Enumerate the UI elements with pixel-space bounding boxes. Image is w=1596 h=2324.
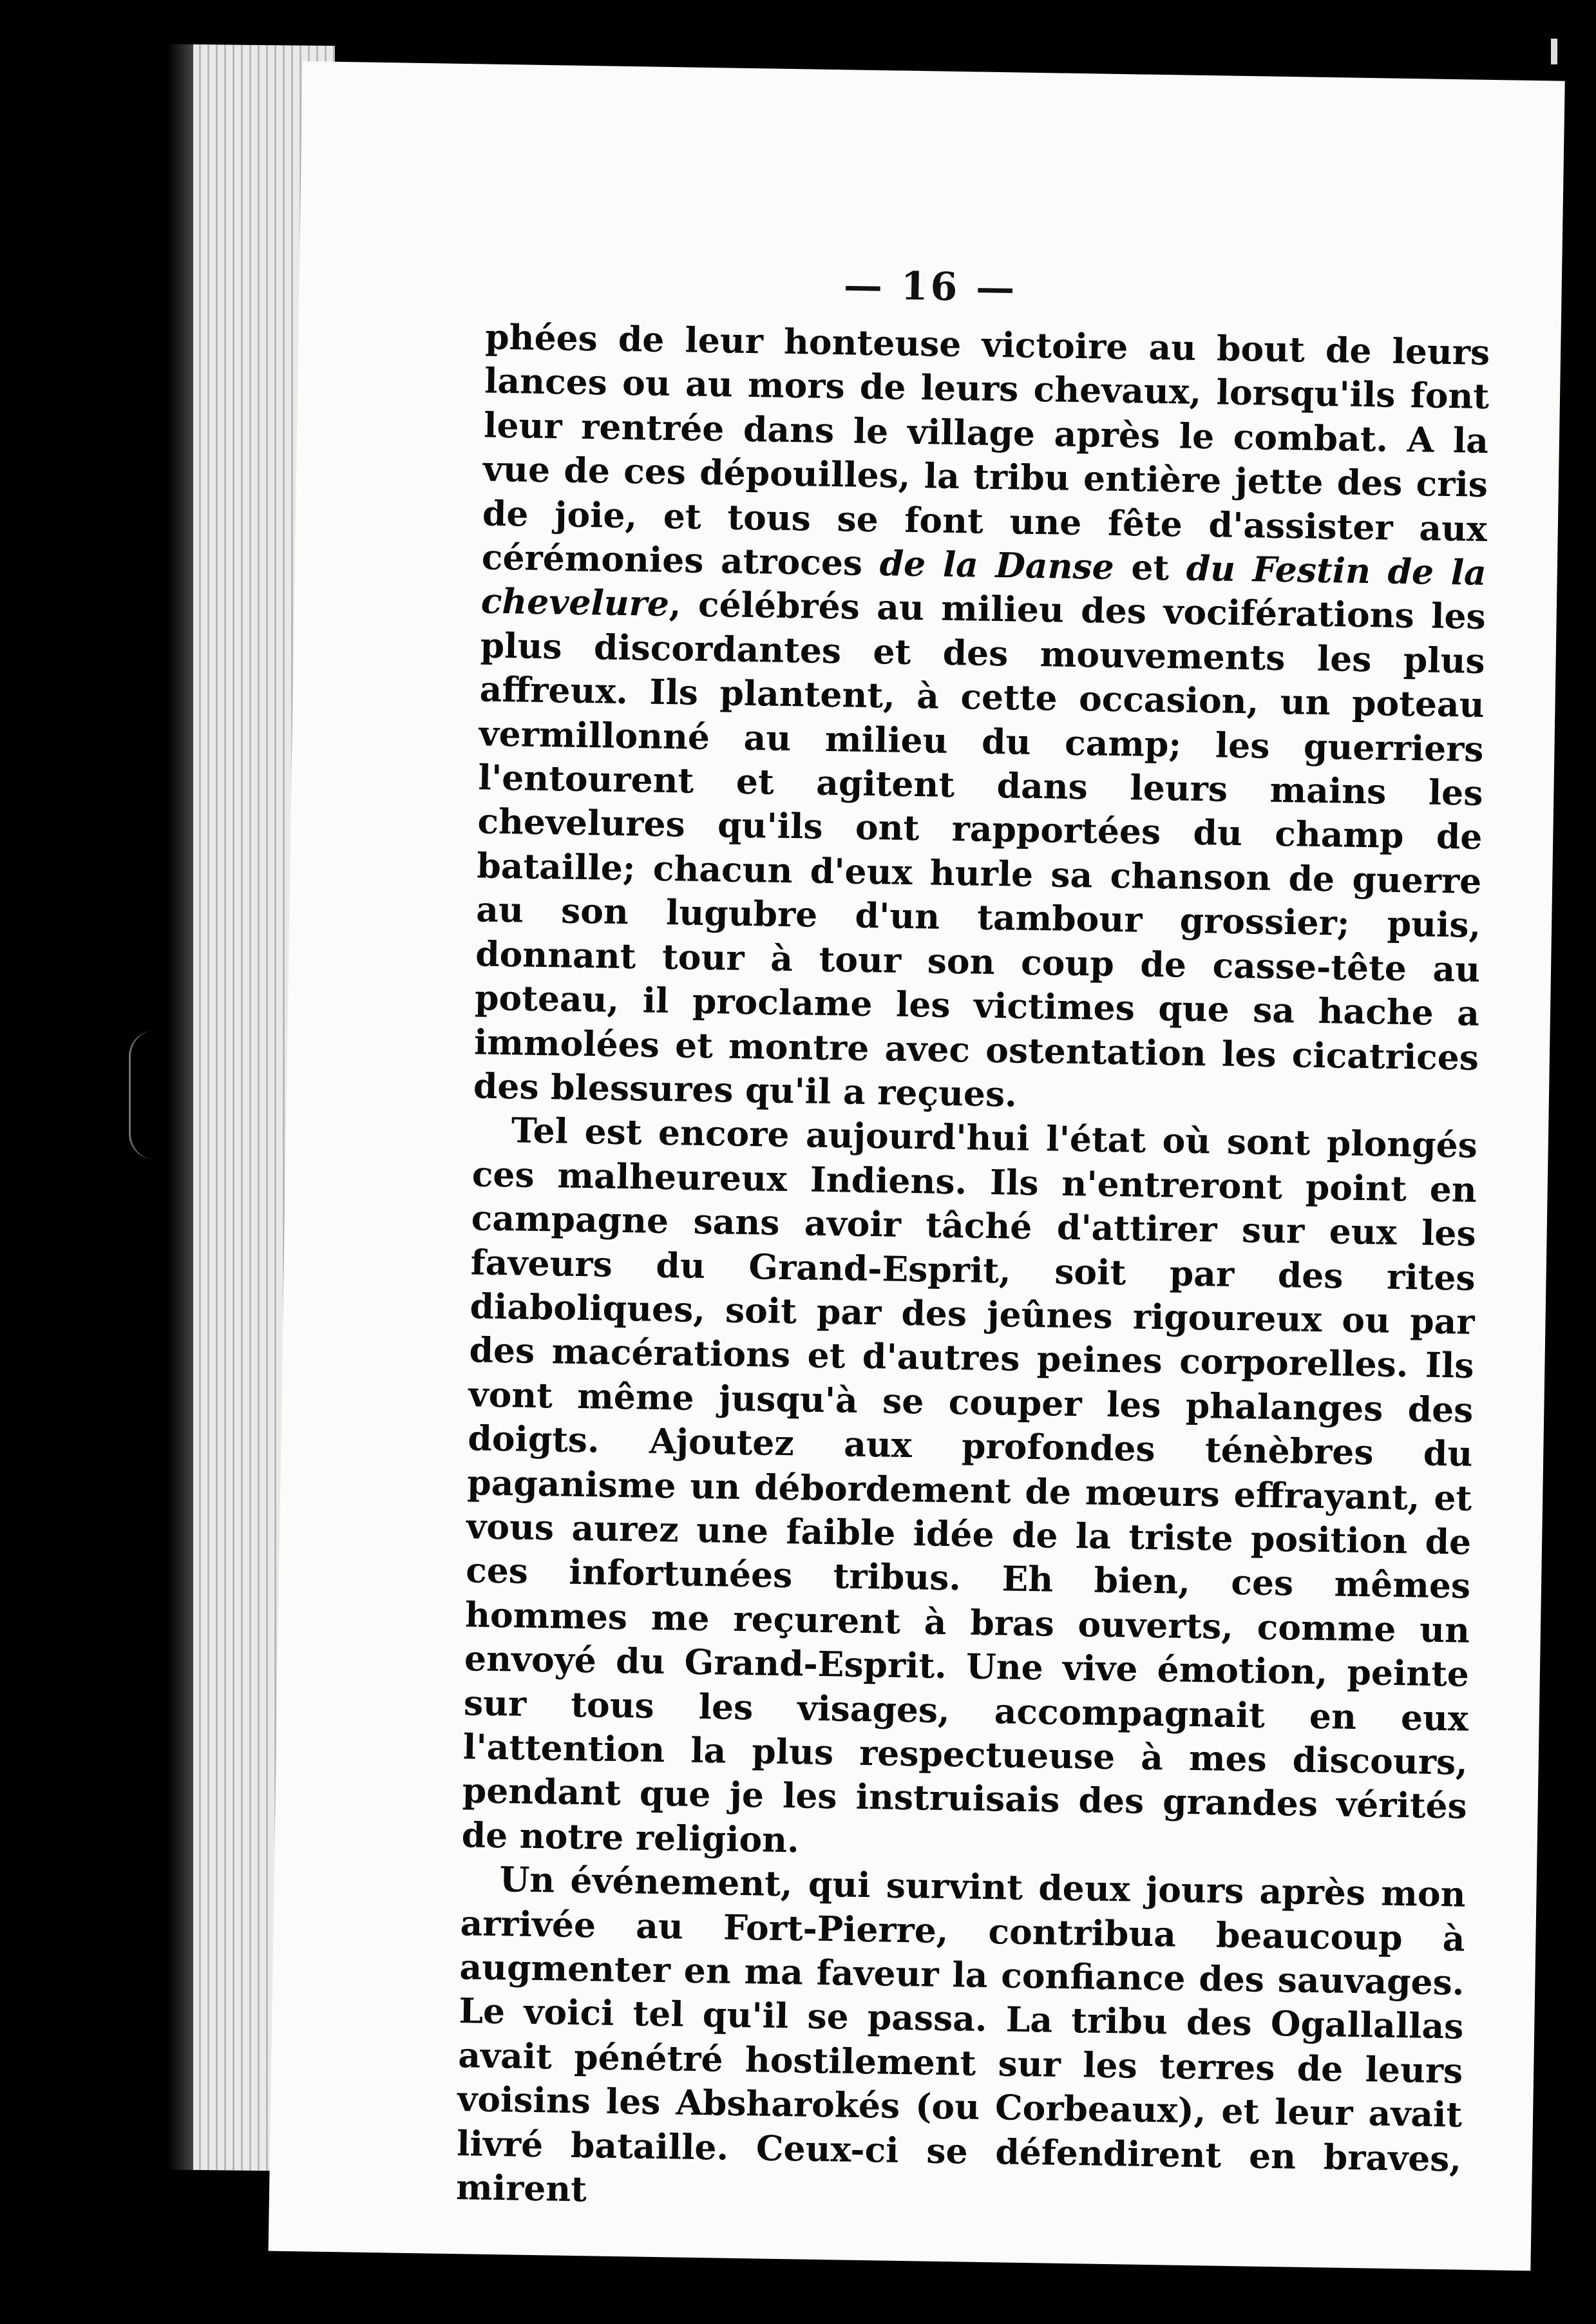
text-run: phées de leur honteuse victoire au bout de leurs lances ou au mors de leurs chevaux, lorsqu'ils font leur rentrée dans le village après le combat. A la vue de ces dépouilles, la tribu entière jette des cris de joie, et tous se font une fête d'assister aux cérémonies atroces [481,316,1490,584]
italic-run: de la Danse [879,543,1115,587]
italic-run: du Festin de la chevelure [480,548,1487,625]
paragraph-2 [461,1109,1477,1873]
page-edge-mark [129,1031,189,1159]
text-run: Tel est encore aujourd'hui l'état où sont plongés ces malheureux Indiens. Ils n'entreront point en campagne sans avoir tâché d'attirer sur eux les faveurs du Grand-Esprit, soit par des rites diaboliques, soit par des jeûnes rigoureux ou par des macérations et d'autres peines corporelles. Ils vont même jusqu'à se couper les phalanges des doigts. Ajoutez aux profondes ténèbres du paganisme un débordement de mœurs effrayant, et vous aurez une faible idée de la triste position de ces infortunées tribus. Eh bien, ces mêmes hommes me reçurent à bras ouverts, comme un envoyé du Grand-Esprit. Une vive émotion, peinte sur tous les visages, accompagnait en eux l'attention la plus respectueuse à mes discours, pendant que je les instruisais des grandes vérités de notre religion. [461,1110,1478,1861]
book-page [269,61,1565,2271]
body-text [456,316,1490,2226]
scan-artifact [1551,39,1557,64]
text-run: Un événement, qui survint deux jours après mon arrivée au Fort-Pierre, contribua beaucoup à augmenter en ma faveur la confiance des sauvages. Le voici tel qu'il se passa. La tribu des Ogallallas avait pénétré hostilement sur les terres de leurs voisins les Absharokés (ou Corbeaux), et leur avait livré bataille. Ceux-ci se défendirent en braves, mirent [455,1859,1467,2210]
paragraph-3 [456,1857,1466,2225]
text-run: , célébrés au milieu des vociférations les plus discordantes et des mouvements les plus affreux. Ils plantent, à cette occasion, un poteau vermillonné au milieu du camp; les guerriers l'entourent et agitent dans leurs mains les chevelures qu'ils ont rapportées du champ de bataille; chacun d'eux hurle sa chanson de guerre au son lugubre d'un tambour grossier; puis, donnant tour à tour son coup de casse-tête au poteau, il proclame les victimes que sa hache a immolées et montre avec ostentation les cicatrices des blessures qu'il a reçues. [473,584,1487,1115]
text-run: et [1114,546,1187,589]
page-number: — 16 — [843,263,1018,311]
paragraph-1 [473,316,1490,1125]
